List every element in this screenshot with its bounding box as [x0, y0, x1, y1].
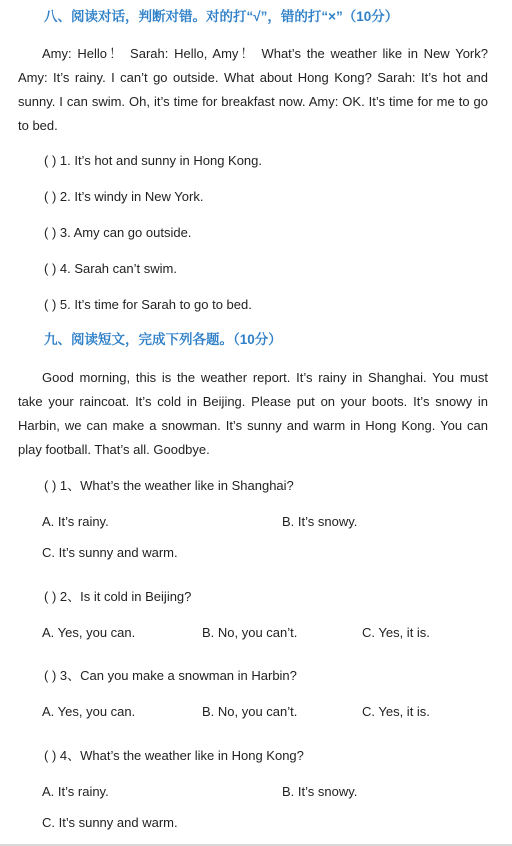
section9-question-4: ( ) 4、What’s the weather like in Hong Kong?: [44, 748, 304, 763]
section9-passage: Good morning, this is the weather report. It’s rainy in Shanghai. You must take your raincoat. It’s cold in Beijing. Please put on your boots. It’s snowy in Harbin, we can make a snowman. It’s sunny and warm in Hong Kong. You can play football. That’s all. Goodbye.: [18, 370, 488, 457]
q3-option-c: C. Yes, it is.: [362, 704, 430, 719]
q2-option-a: A. Yes, you can.: [42, 625, 136, 640]
q4-option-a: A. It’s rainy.: [42, 784, 109, 799]
section9-question-3: ( ) 3、Can you make a snowman in Harbin?: [44, 668, 297, 683]
q2-option-c: C. Yes, it is.: [362, 625, 430, 640]
section8-title: 八、阅读对话，判断对错。对的打“√”，错的打“×”（10分）: [44, 9, 399, 24]
section8-item-5: ( ) 5. It’s time for Sarah to go to bed.: [44, 297, 252, 312]
q1-option-b: B. It’s snowy.: [282, 514, 358, 529]
section8-item-2: ( ) 2. It’s windy in New York.: [44, 189, 204, 204]
q3-option-a: A. Yes, you can.: [42, 704, 136, 719]
q2-option-b: B. No, you can’t.: [202, 625, 298, 640]
section9-question-2: ( ) 2、Is it cold in Beijing?: [44, 589, 192, 604]
section8-passage: Amy: Hello！ Sarah: Hello, Amy！ What’s the weather like in New York? Amy: It’s rainy. I can’t go outside. What about Hong Kong? Sarah: It’s hot and sunny. I can swim. Oh, it’s time for breakfast now. Amy: OK. It’s time for me to go to bed.: [18, 46, 488, 133]
section9-question-1: ( ) 1、What’s the weather like in Shanghai?: [44, 478, 294, 493]
q1-option-c: C. It’s sunny and warm.: [42, 545, 178, 560]
q1-option-a: A. It’s rainy.: [42, 514, 109, 529]
section9-title: 九、阅读短文，完成下列各题。（10分）: [44, 332, 282, 347]
section8-item-1: ( ) 1. It’s hot and sunny in Hong Kong.: [44, 153, 263, 168]
section8-item-4: ( ) 4. Sarah can’t swim.: [44, 261, 177, 276]
q4-option-c: C. It’s sunny and warm.: [42, 815, 178, 830]
q3-option-b: B. No, you can’t.: [202, 704, 298, 719]
q4-option-b: B. It’s snowy.: [282, 784, 358, 799]
section8-item-3: ( ) 3. Amy can go outside.: [44, 225, 192, 240]
